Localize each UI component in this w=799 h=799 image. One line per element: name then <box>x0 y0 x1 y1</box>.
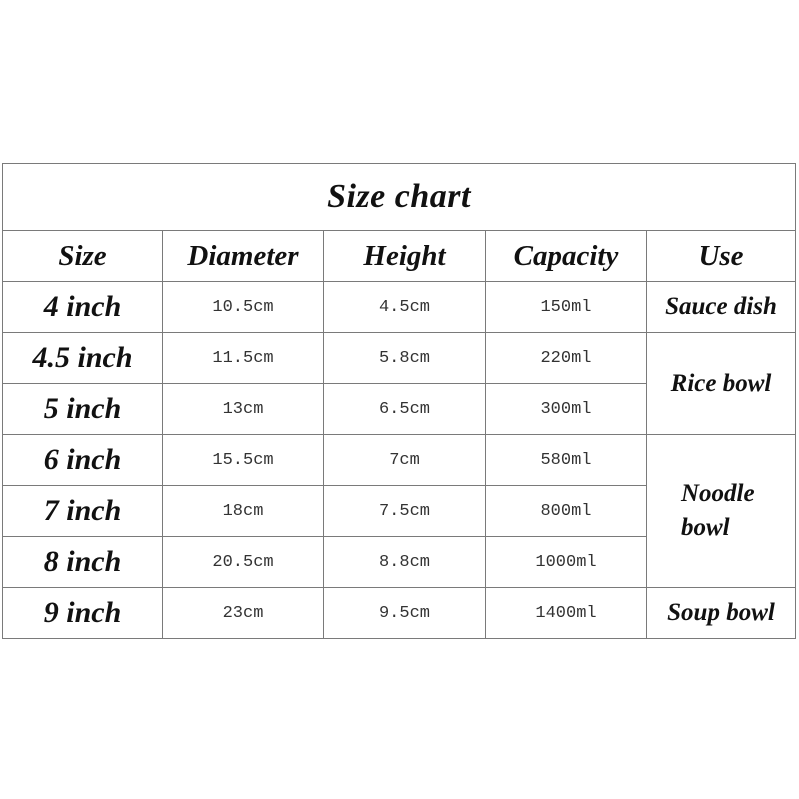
diameter-cell: 13cm <box>163 384 324 435</box>
header-size: Size <box>3 231 163 282</box>
header-diameter: Diameter <box>163 231 324 282</box>
size-cell: 6 inch <box>3 435 163 486</box>
table-row <box>3 282 796 333</box>
use-cell-soup-bowl: Soup bowl <box>647 588 796 639</box>
table-row <box>3 435 796 486</box>
noodle-bowl-line-1: Noodle <box>681 480 755 507</box>
use-cell-noodle-bowl <box>647 435 796 588</box>
capacity-cell: 800ml <box>486 486 647 537</box>
size-cell: 4 inch <box>3 282 163 333</box>
capacity-cell: 150ml <box>486 282 647 333</box>
diameter-cell: 15.5cm <box>163 435 324 486</box>
use-cell-sauce-dish: Sauce dish <box>647 282 796 333</box>
capacity-cell: 580ml <box>486 435 647 486</box>
table-title: Size chart <box>3 164 796 231</box>
height-cell: 5.8cm <box>324 333 486 384</box>
table-row <box>3 588 796 639</box>
header-row <box>3 231 796 282</box>
diameter-cell: 10.5cm <box>163 282 324 333</box>
table-row <box>3 333 796 384</box>
header-use: Use <box>647 231 796 282</box>
size-cell: 7 inch <box>3 486 163 537</box>
height-cell: 7cm <box>324 435 486 486</box>
size-cell: 4.5 inch <box>3 333 163 384</box>
height-cell: 6.5cm <box>324 384 486 435</box>
capacity-cell: 1400ml <box>486 588 647 639</box>
size-chart-table <box>2 163 796 639</box>
title-row <box>3 164 796 231</box>
size-cell: 9 inch <box>3 588 163 639</box>
size-cell: 5 inch <box>3 384 163 435</box>
capacity-cell: 1000ml <box>486 537 647 588</box>
height-cell: 7.5cm <box>324 486 486 537</box>
capacity-cell: 300ml <box>486 384 647 435</box>
header-height: Height <box>324 231 486 282</box>
diameter-cell: 20.5cm <box>163 537 324 588</box>
use-cell-rice-bowl: Rice bowl <box>647 333 796 435</box>
diameter-cell: 18cm <box>163 486 324 537</box>
diameter-cell: 11.5cm <box>163 333 324 384</box>
diameter-cell: 23cm <box>163 588 324 639</box>
height-cell: 9.5cm <box>324 588 486 639</box>
noodle-bowl-line-2: bowl <box>681 514 730 541</box>
size-cell: 8 inch <box>3 537 163 588</box>
height-cell: 4.5cm <box>324 282 486 333</box>
height-cell: 8.8cm <box>324 537 486 588</box>
capacity-cell: 220ml <box>486 333 647 384</box>
header-capacity: Capacity <box>486 231 647 282</box>
